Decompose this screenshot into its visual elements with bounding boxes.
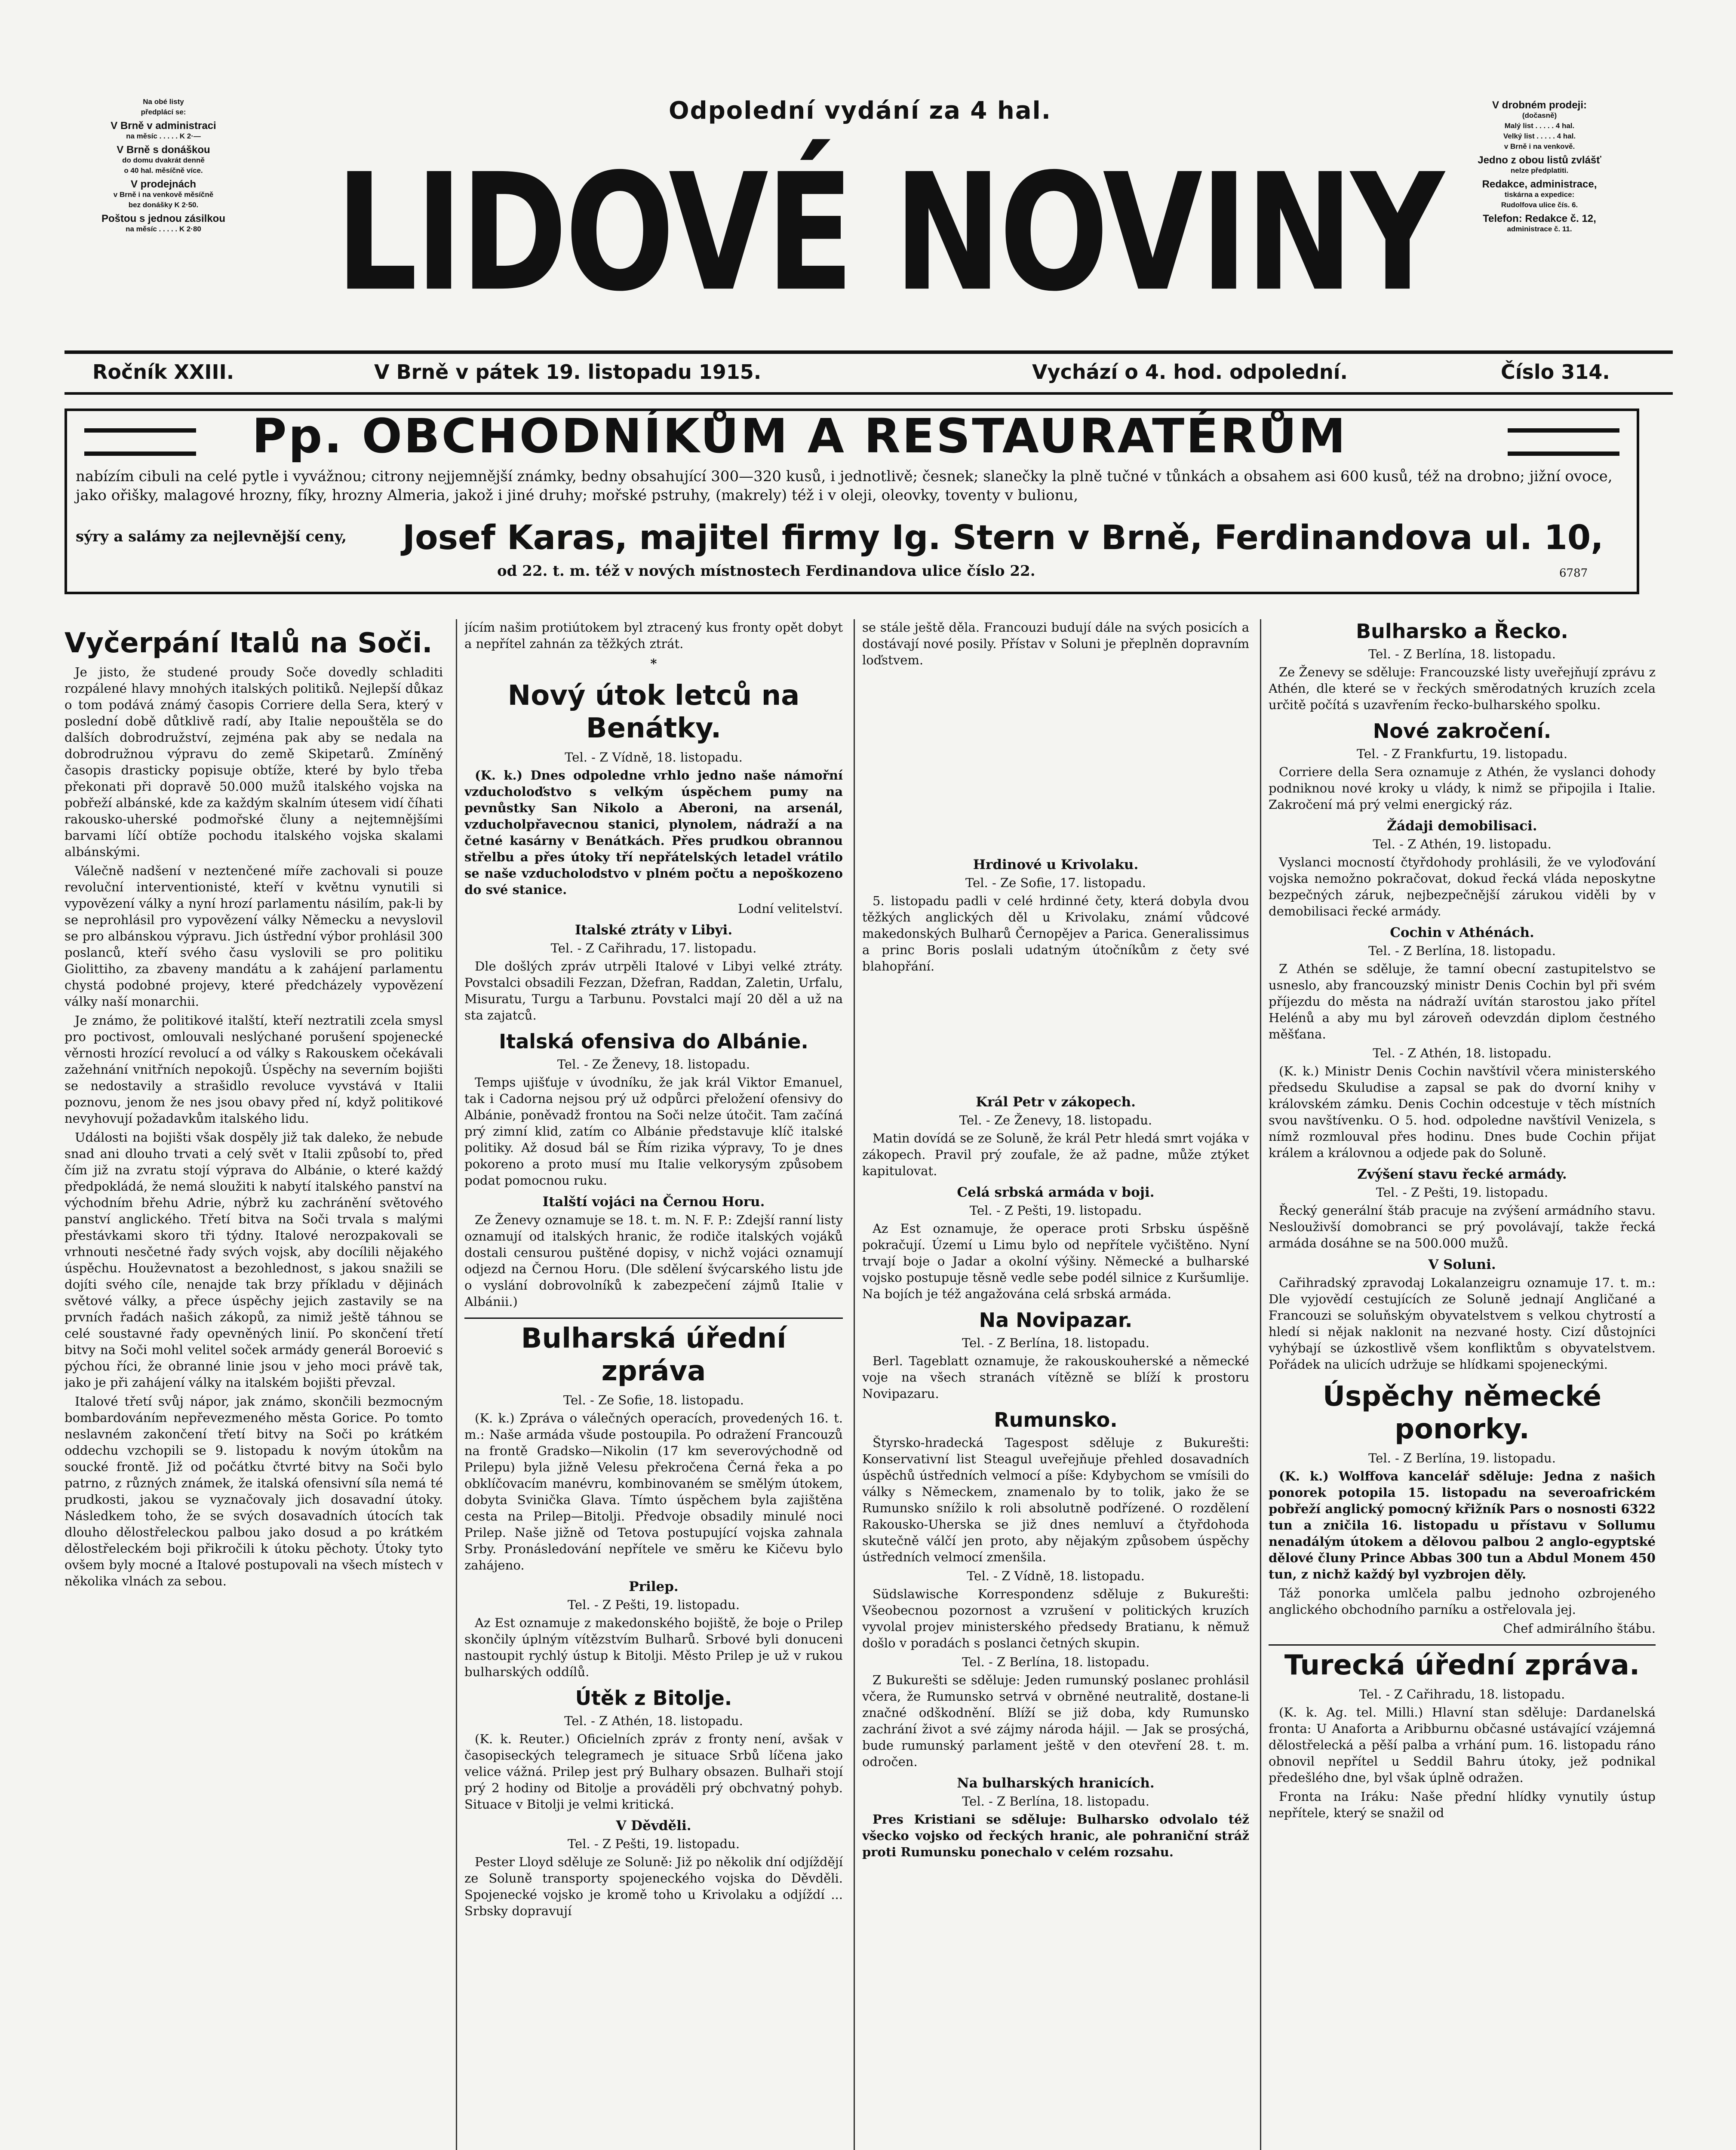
column-rule — [854, 619, 855, 2150]
article-paragraph: Z Bukurešti se sděluje: Jeden rumunský poslanec prohlásil včera, že Rumunsko setrvá v obrněné neutralitě, dostane-li značné odškodnění. Blíží se již doba, kdy Rumunsko zachrání život a své zájmy národa hájil. — Jak se prosýchá, bude rumunský parlament ještě v den otevření 28. t. m. odročen. — [862, 1673, 1249, 1769]
signature: Chef admirálního štábu. — [1503, 1621, 1656, 1636]
editorial-address: tiskárna a expedice: — [1504, 190, 1575, 199]
article-paragraph: Z Athén se sděluje, že tamní obecní zastupitelstvo se usneslo, aby francouzský ministr Denis Cochin byl při svém příjezdu do města na nádraží uvítán starostou jako přítel Helénů a aby mu byl zároveň odevzdán diplom čestného měšťana. — [1269, 961, 1656, 1041]
subscription-heading: V Brně s donáškou — [117, 144, 210, 156]
article-paragraph: Südslawische Korrespondenz sděluje z Bukurešti: Všeobecnou pozornost a vzrušení v politických kruzích vyvolal projev ministerského předsedy Bratianu, k němuž došlo v poradách s poslanci četných skupin. — [862, 1587, 1249, 1650]
dispatch-line: Tel. - Z Berlína, 18. listopadu. — [962, 1655, 1149, 1669]
article-headline: Bulharská úřední zpráva — [464, 1318, 843, 1388]
header-rule — [65, 392, 1673, 395]
article-paragraph: Události na bojišti však dospěly již tak daleko, že nebude snad ani dlouho trvati a celý svět v Italii způsobí to, před čím již na zvratu stojí výprava do Albánie, o které každý předpokládá, že nemá sloužiti k nabytí italského panství na východním břehu Adrie, nýbrž ku zachránění světového panství anglického. Třetí bitva na Soči trvala s malými přestávkami skoro tři týdny. Italové nerozpakovali se vrhnouti nesčetné řady svých vojsk, aby docílili nějakého úspěchu. Houževnatost a bezohlednost, s jakou snažili se dojíti svého cíle, nenajde tak brzy příkladu v dějinách světové války, a přece úspěchy jejich zastavily se na prvních řadách našich zákopů, za nimiž ještě táhnou se celé soustavné řady opevněných linií. Po skončení třetí bitvy na Soči mohl velitel soček armády generál Boroević s pýchou říci, že obranné linie jsou v jeho moci právě tak, jako je při zahájení války na italském bojišti převzal. — [65, 1130, 443, 1390]
column-rule — [1260, 619, 1261, 2150]
article-paragraph: Pester Lloyd sděluje ze Soluně: Již po několik dní odjíždějí ze Soluně transporty spojeneckého vojska do Děvděli. Spojenecké vojsko je kromě toho u Krivolaku a odjíždí ... Srbsky dopravují — [464, 1855, 843, 1918]
article-headline: Útěk z Bitolje. — [575, 1686, 732, 1710]
blank-space — [862, 977, 1249, 1089]
price-line: Velký list . . . . . 4 hal. — [1503, 132, 1576, 140]
article-column-4 — [1269, 619, 1656, 2150]
article-paragraph: Ze Ženevy oznamuje se 18. t. m. N. F. P.: Zdejší ranní listy oznamují od italských hranic, že rodiče italských vojáků dostali censurou puštěné dopisy, v nichž vojáci oznamují odjezd na Černou Horu. (Dle sdělení švýcarského listu jde o vyslání dobrovolníků k zabezpečení zájmů Italie v Albánii.) — [464, 1213, 843, 1309]
dateline-number: Číslo 314. — [1501, 360, 1610, 384]
subscription-line: v Brně i na venkově měsíčně — [113, 190, 214, 199]
article-headline: Úspěchy německé ponorky. — [1322, 1381, 1602, 1445]
dateline-time: Vychází o 4. hod. odpolední. — [1032, 360, 1348, 384]
dispatch-line: Tel. - Z Berlína, 18. listopadu. — [1368, 647, 1556, 661]
article-headline: Vyčerpání Italů na Soči. — [65, 627, 433, 659]
article-column-2 — [464, 619, 843, 2150]
dispatch-line: Tel. - Z Cařihradu, 17. listopadu. — [550, 941, 757, 955]
price-box — [1419, 97, 1660, 234]
article-paragraph: Je známo, že politikové italští, kteří neztratili zcela smysl pro poctivost, omlouvali neslýchané porušení spojenecké věrnosti hrozící revolucí a od války s Rakouskem očekávali zažehnání vnitřních nepokojů. Úspěchy na severním bojišti se nedostavily a strašidlo revoluce vyvstává v Italii poznovu, jenom že nes jsou obavy před ní, když politikové nevyhovují požadavkům italského lidu. — [65, 1013, 443, 1126]
dispatch-line: Tel. - Z Berlína, 18. listopadu. — [1368, 943, 1556, 958]
dateline-date: V Brně v pátek 19. listopadu 1915. — [374, 360, 762, 384]
article-headline: Nové zakročení. — [1373, 719, 1552, 743]
masthead-title: LIDOVÉ NOVINY — [335, 139, 1442, 327]
article-paragraph: Az Est oznamuje, že operace proti Srbsku úspěšně pokračují. Území u Limu bylo od nepřítele vyčištěno. Nyní trvají boje o Jadar a okolní výšiny. Německé a bulharské vojsko postupuje těsně vedle sebe podél silnice z Kuršumlije. Na bojích je též angažována celá srbská armáda. — [862, 1221, 1249, 1301]
subscription-heading: V Brně v administraci — [111, 120, 216, 132]
dispatch-line: Tel. - Z Berlína, 19. listopadu. — [1368, 1451, 1556, 1465]
article-paragraph: Štyrsko-hradecká Tagespost sděluje z Bukurešti: Konservativní list Steagul uveřejňuje přehled dosavadních úspěchů ústředních velmocí a píše: Kdybychom se vmísili do války s Německem, znamenalo by to tolik, jako že se Rumunsko snížilo k roli absolutně podřízené. O rozdělení Rakousko-Uherska se již dnes nemluví a čtyřdohoda skutečně válčí jen proto, aby nějakým způsobem úspěchy ústředních velmocí zmenšila. — [862, 1435, 1249, 1564]
article-paragraph: (K. k.) Dnes odpoledne vrhlo jedno naše námořní vzducholoďstvo s velkým úspěchem pumy na pevnůstky San Nikolo a Aberoni, na arsenál, vzducholpřavecnou stanici, plynolem, nádraží a na četné kasárny v Benátkách. Přes prudkou obrannou střelbu a přes útoky tří nepřátelských letadel vrátilo se naše vzducholodstvo v plném počtu a nepoškozeno do své stanice. — [464, 768, 843, 897]
article-headline: Nový útok letců na Benátky. — [507, 680, 800, 744]
article-paragraph: Fronta na Iráku: Naše přední hlídky vynutily ústup nepřítele, který se snažil od — [1269, 1789, 1656, 1820]
dispatch-line: Tel. - Ze Ženevy, 18. listopadu. — [959, 1113, 1152, 1127]
ad-code: 6787 — [1559, 567, 1588, 580]
dispatch-line: Tel. - Z Pešti, 19. listopadu. — [969, 1203, 1142, 1218]
price-line: Jedno z obou listů zvlášť — [1478, 154, 1601, 166]
signature: Lodní velitelství. — [737, 901, 843, 916]
article-subheading: Žádaji demobilisaci. — [1387, 818, 1537, 834]
subscription-line: Na obé listy — [143, 98, 184, 106]
article-subheading: Prilep. — [629, 1579, 679, 1594]
editorial-address: Rudolfova ulice čís. 6. — [1501, 201, 1578, 209]
advertisement — [65, 408, 1639, 594]
subscription-line: předplácí se: — [141, 108, 186, 116]
ad-title: Pp. OBCHODNÍKŮM A RESTAURATÉRŮM — [252, 408, 1347, 464]
article-paragraph: Pres Kristiani se sděluje: Bulharsko odvolalo též všecko vojsko od řeckých hranic, ale pohraniční stráž proti Rumunsku ponechalo v celém rozsahu. — [862, 1812, 1249, 1859]
dispatch-line: Tel. - Z Athén, 18. listopadu. — [1373, 1046, 1552, 1060]
article-headline: Turecká úřední zpráva. — [1269, 1644, 1656, 1682]
subscription-line: o 40 hal. měsíčně více. — [124, 166, 203, 175]
dispatch-line: Tel. - Z Berlína, 18. listopadu. — [962, 1336, 1149, 1350]
article-paragraph: Matin dovídá se ze Soluně, že král Petr hledá smrt vojáka v zákopech. Pravil prý zoufale, že až padne, může ztýket kapitulovat. — [862, 1131, 1249, 1178]
article-paragraph: Řecký generální štáb pracuje na zvýšení armádního stavu. Neslouživší domobranci se prý povolávají, takže řecká armáda dosáhne se na 500.000 mužů. — [1269, 1203, 1656, 1250]
article-subheading: V Soluni. — [1428, 1257, 1496, 1272]
edition-banner: Odpolední vydání za 4 hal. — [669, 97, 1051, 125]
article-headline: Na Novipazar. — [979, 1308, 1133, 1332]
article-subheading: Zvýšení stavu řecké armády. — [1357, 1167, 1567, 1182]
ad-decoration — [84, 428, 196, 456]
article-paragraph: (K. k.) Zpráva o válečných operacích, provedených 16. t. m.: Naše armáda všude postoupila. Po odražení Francouzů na frontě Gradsko—Nikolin (17 km severovýchodně od Prilepu) byla jižně Velesu překročena Černá řeka a po obklíčovacím manévru, kombinovaném se smělým útokem, dobyta Svinička Glava. Tímto úspěchem byla zajištěna cesta na Prilep—Bitolji. Předvoje obsadily minulé noci Prilep. Naše jižně od Tetova postupující vojska zahnala Srby. Pronásledování nepřítele ve směru ke Kičevu bylo zahájeno. — [464, 1411, 843, 1573]
article-subheading: Celá srbská armáda v boji. — [957, 1185, 1155, 1200]
header-rule — [65, 350, 1673, 354]
price-line: Malý list . . . . . 4 hal. — [1504, 122, 1575, 130]
subscription-heading: V prodejnách — [130, 178, 197, 190]
dispatch-line: Tel. - Z Vídně, 18. listopadu. — [967, 1569, 1145, 1583]
price-heading: V drobném prodeji: — [1492, 99, 1587, 111]
blank-space — [862, 671, 1249, 851]
article-paragraph: Táž ponorka umlčela palbu jednoho ozbrojeného anglického obchodního parníku a ostřelovala jej. — [1269, 1586, 1656, 1617]
phone-line: administrace č. 11. — [1507, 225, 1572, 233]
article-paragraph: Temps ujišťuje v úvodníku, že jak král Viktor Emanuel, tak i Cadorna nejsou prý už odpůrci přeložení ofensivy do Albánie, poněvadž frontou na Soči nelze útočit. Tam začíná prý zimní klid, zatím co Albánie představuje klíč italské politiky. Až dosud bál se Řím rizika výpravy, To je dnes pokoreno a proto musí mu Italie velkorysým způsobem podat pomocnou ruku. — [464, 1075, 843, 1188]
article-paragraph: (K. k. Reuter.) Oficielních zpráv z fronty není, avšak v časopiseckých telegramech je situace Srbů líčena jako velice vážná. Prilep jest prý Bulhary obsazen. Bulhaři stojí prý 2 hodiny od Bitolje a prováděli prý obchvatný pohyb. Situace v Bitolji je velmi kritická. — [464, 1732, 843, 1812]
article-paragraph: Válečně nadšení v neztenčené míře zachovali si pouze revoluční interventionisté, kteří v květnu vynutili si vypovězení války a nyní hrozí parlamentu násilím, pak-li by se neprohlásil pro vypovězení války Německu a nevyslovil se pro albánskou výpravu. Jich ústřední výbor prohlásil 300 poslanců, kteří svého času vyslovili se pro politiku Giolittiho, za zbaveny mandátu a k zahájení parlamentu chystá podobné projevy, které předcházely vypovězení války naší monarchii. — [65, 863, 443, 1009]
article-paragraph: (K. k. Ag. tel. Milli.) Hlavní stan sděluje: Dardanelská fronta: U Anaforta a Aribburnu občasné ustávající vzájemná dělostřelecká a pěší palba a vrhání pum. 16. listopadu ráno obnovil nepřítel u Seddil Bahru útoky, jež podnikal předešlého dne, byl však úplně odražen. — [1269, 1705, 1656, 1785]
article-paragraph: se stále ještě děla. Francouzi budují dále na svých posicích a dostávají nové posily. Přístav v Soluni je přeplněn dopravním loďstvem. — [862, 620, 1249, 667]
article-column-1 — [65, 619, 443, 2150]
subscription-box — [65, 97, 262, 234]
dispatch-line: Tel. - Z Vídně, 18. listopadu. — [565, 750, 743, 765]
dispatch-line: Tel. - Z Pešti, 19. listopadu. — [1376, 1185, 1549, 1200]
article-paragraph: Az Est oznamuje z makedonského bojiště, že boje o Prilep skončily úplným vítězstvím Bulharů. Srbové byli donuceni nastoupit rychlý ústup k Bitolji. Město Prilep je už v rukou bulharských oddílů. — [464, 1616, 843, 1679]
ad-address: od 22. t. m. též v nových místnostech Ferdinandova ulice číslo 22. — [497, 562, 1035, 580]
dispatch-line: Tel. - Ze Sofie, 18. listopadu. — [563, 1393, 744, 1407]
article-headline: Rumunsko. — [994, 1408, 1118, 1431]
price-line: (dočasně) — [1522, 111, 1557, 120]
dispatch-line: Tel. - Z Pešti, 19. listopadu. — [567, 1597, 740, 1612]
article-headline: Italská ofensiva do Albánie. — [499, 1030, 808, 1053]
article-paragraph: Ze Ženevy se sděluje: Francouzské listy uveřejňují zprávu z Athén, dle které se v řeckých směrodatných kruzích zcela určitě počítá s uzavřením řecko-bulharského spolku. — [1269, 665, 1656, 712]
article-paragraph: Je jisto, že studené proudy Soče dovedly schladiti rozpálené hlavy mnohých italských politiků. Nejlepší důkaz o tom podává známý časopis Corriere della Sera, který v poslední době důtklivě radí, aby Italie nepouštěla se do dalších dobrodružství, zejména pak aby se nedala na dobrodružnou výpravu do země Skipetarů. Zmíněný časopis drasticky popisuje obtíže, které by bylo třeba překonati při dopravě 50.000 mužů italského vojska na pobřeží albánské, kde za každým skalním útesem vidí číhati rakousko-uherské podmořské čluny a nejtemnějšími barvami líčí obtíže pochodu italského vojska skalami albánskými. — [65, 665, 443, 859]
dispatch-line: Tel. - Ze Sofie, 17. listopadu. — [965, 875, 1146, 890]
article-paragraph: jícím našim protiútokem byl ztracený kus fronty opět dobyt a nepřítel zahnán za těžkých ztrát. — [464, 620, 843, 651]
dispatch-line: Tel. - Z Athén, 18. listopadu. — [564, 1714, 743, 1728]
article-subheading: Král Petr v zákopech. — [976, 1094, 1136, 1110]
dispatch-line: Tel. - Z Athén, 19. listopadu. — [1373, 837, 1552, 851]
subscription-heading: Poštou s jednou zásilkou — [101, 213, 226, 224]
article-paragraph: Berl. Tageblatt oznamuje, že rakouskouherské a německé voje na všech stranách vítězně se blíží k prostoru Novipazaru. — [862, 1354, 1249, 1401]
article-subheading: Italští vojáci na Černou Horu. — [542, 1194, 765, 1210]
subscription-line: do domu dvakrát denně — [122, 156, 205, 164]
ad-firm: Josef Karas, majitel firmy Ig. Stern v Brně, Ferdinandova ul. 10, — [403, 519, 1604, 557]
article-paragraph: Dle došlých zpráv utrpěli Italové v Libyi velké ztráty. Povstalci obsadili Fezzan, Džefran, Raddan, Zaletin, Urfalu, Misuratu, Turgu a Tarbunu. Povstalci mají 20 děl a už na sta zajatců. — [464, 959, 843, 1023]
article-paragraph: 5. listopadu padli v celé hrdinné čety, která dobyla dvou těžkých anglických děl u Krivolaku, známí vůdcové makedonských Bulharů Černopějev a Parica. Generalissimus a princ Boris poslali udatným útočníkům z čety své blahopřání. — [862, 894, 1249, 974]
article-subheading: Italské ztráty v Libyi. — [575, 922, 733, 938]
article-subheading: Na bulharských hranicích. — [957, 1775, 1155, 1791]
price-line: v Brně i na venkově. — [1504, 142, 1575, 150]
price-line: nelze předplatiti. — [1510, 166, 1569, 175]
editorial-address: Redakce, administrace, — [1482, 178, 1597, 190]
dispatch-line: Tel. - Z Pešti, 19. listopadu. — [567, 1837, 740, 1851]
article-paragraph: Italové třetí svůj nápor, jak známo, skončili bezmocným bombardováním nepřevezmeného města Gorice. Po tomto neslavném zakončení třetí bitvy na Soči po krátkém oddechu vzchopili se 9. listopadu k novým útokům na soucké frontě. Již od počátku čtvrté bitvy na Soči bylo patrno, z různých známek, že italská ofensivní síla nemá té prudkosti, jakou se vyznačovaly jich dosavadní útoky. Následkem toho, že se svých dosavadních útocích tak dlouho dělostřeleckou palbou jako dosud a po krátkém dělostřeleckém boji přikročili k útoku pěchoty. Útoky tyto ovšem byly mocné a Italové postupovali na všech místech v několika vlnách za sebou. — [65, 1394, 443, 1588]
article-subheading: Hrdinové u Krivolaku. — [973, 857, 1139, 872]
phone-line: Telefon: Redakce č. 12, — [1483, 213, 1596, 224]
ad-decoration — [1508, 428, 1619, 456]
subscription-line: na měsíc . . . . . K 2·80 — [126, 225, 201, 233]
dispatch-line: Tel. - Z Frankfurtu, 19. listopadu. — [1356, 746, 1568, 761]
column-rule — [456, 619, 457, 2150]
article-paragraph: Corriere della Sera oznamuje z Athén, že vyslanci dohody podniknou nové kroky u vlády, k nimž se připojila i Italie. Zakročení má prý velmi energický ráz. — [1269, 765, 1656, 812]
article-subheading: Cochin v Athénách. — [1390, 925, 1534, 940]
ad-text: nabízím cibuli na celé pytle i vyvážnou; citrony nejjemnější známky, bedny obsahující 300—320 kusů, i jednotlivě; česnek; slanečky la plně tučné v tůnkách a obsahem asi 600 kusů, též na drobno; jižní ovoce, jako ořišky, malagové hrozny, fíky, hrozny Almeria, jakož i jiné druhy; mořské pstruhy, (makrely) též i v oleji, oleovky, toventy v bulionu, — [76, 468, 1613, 504]
article-headline: Bulharsko a Řecko. — [1356, 620, 1568, 643]
dispatch-line: Tel. - Z Cařihradu, 18. listopadu. — [1359, 1687, 1565, 1702]
article-paragraph: (K. k.) Ministr Denis Cochin navštívil včera ministerského předsedu Skuludise a zapsal se pak do dvorní knihy v královském zámku. Denis Cochin odcestuje v těch místních svou navštívenku. O 5. hod. odpoledne navštívil Venizela, s nímž rozmlouval přes hodinu. Dnes bude Cochin přijat králem a královnou a odjede pak do Soluně. — [1269, 1064, 1656, 1160]
dispatch-line: Tel. - Z Berlína, 18. listopadu. — [962, 1794, 1149, 1809]
article-paragraph: Cařihradský zpravodaj Lokalanzeigru oznamuje 17. t. m.: Dle vyjovědí cestujících ze Soluně jednají Angličané a Francouzi se soluňským obyvatelstvem s velkou chytrostí a hledí si nějak naklonit na nezvané hosty. Cizí důstojníci vyhýbají se úzkostlivě všem konfliktům s obyvatelstvem. Pořádek na ulicích udržuje se hlídkami spojeneckými. — [1269, 1275, 1656, 1372]
dispatch-line: Tel. - Ze Ženevy, 18. listopadu. — [557, 1057, 750, 1072]
separator: * — [650, 656, 657, 671]
subscription-line: bez donášky K 2·50. — [128, 201, 199, 209]
article-column-3 — [862, 619, 1249, 2150]
dateline-year: Ročník XXIII. — [92, 360, 234, 384]
article-subheading: V Děvděli. — [616, 1818, 691, 1834]
article-paragraph: Vyslanci mocností čtyřdohody prohlásili, že ve vyloďování vojska nemožno pokračovat, dokud řecká vláda neposkytne bezpečných záruk, nejbezpečnější zárukou viděli by v demobilisaci řecké armády. — [1269, 855, 1656, 918]
ad-text: sýry a salámy za nejlevnější ceny, — [76, 528, 347, 545]
article-paragraph: (K. k.) Wolffova kancelář sděluje: Jedna z našich ponorek potopila 15. listopadu na severoafrickém pobřeží anglický pomocný křižník Pars o nosnosti 6322 tun a zničila 16. listopadu u přístavu v Sollumu nenadálým útokem a dělovou palbou 2 anglo-egyptské dělové čluny Prince Abbas 300 tun a Abdul Monem 450 tun, z nichž každý byl vyzbrojen děly. — [1269, 1469, 1656, 1582]
subscription-line: na měsíc . . . . . K 2·— — [126, 132, 201, 140]
